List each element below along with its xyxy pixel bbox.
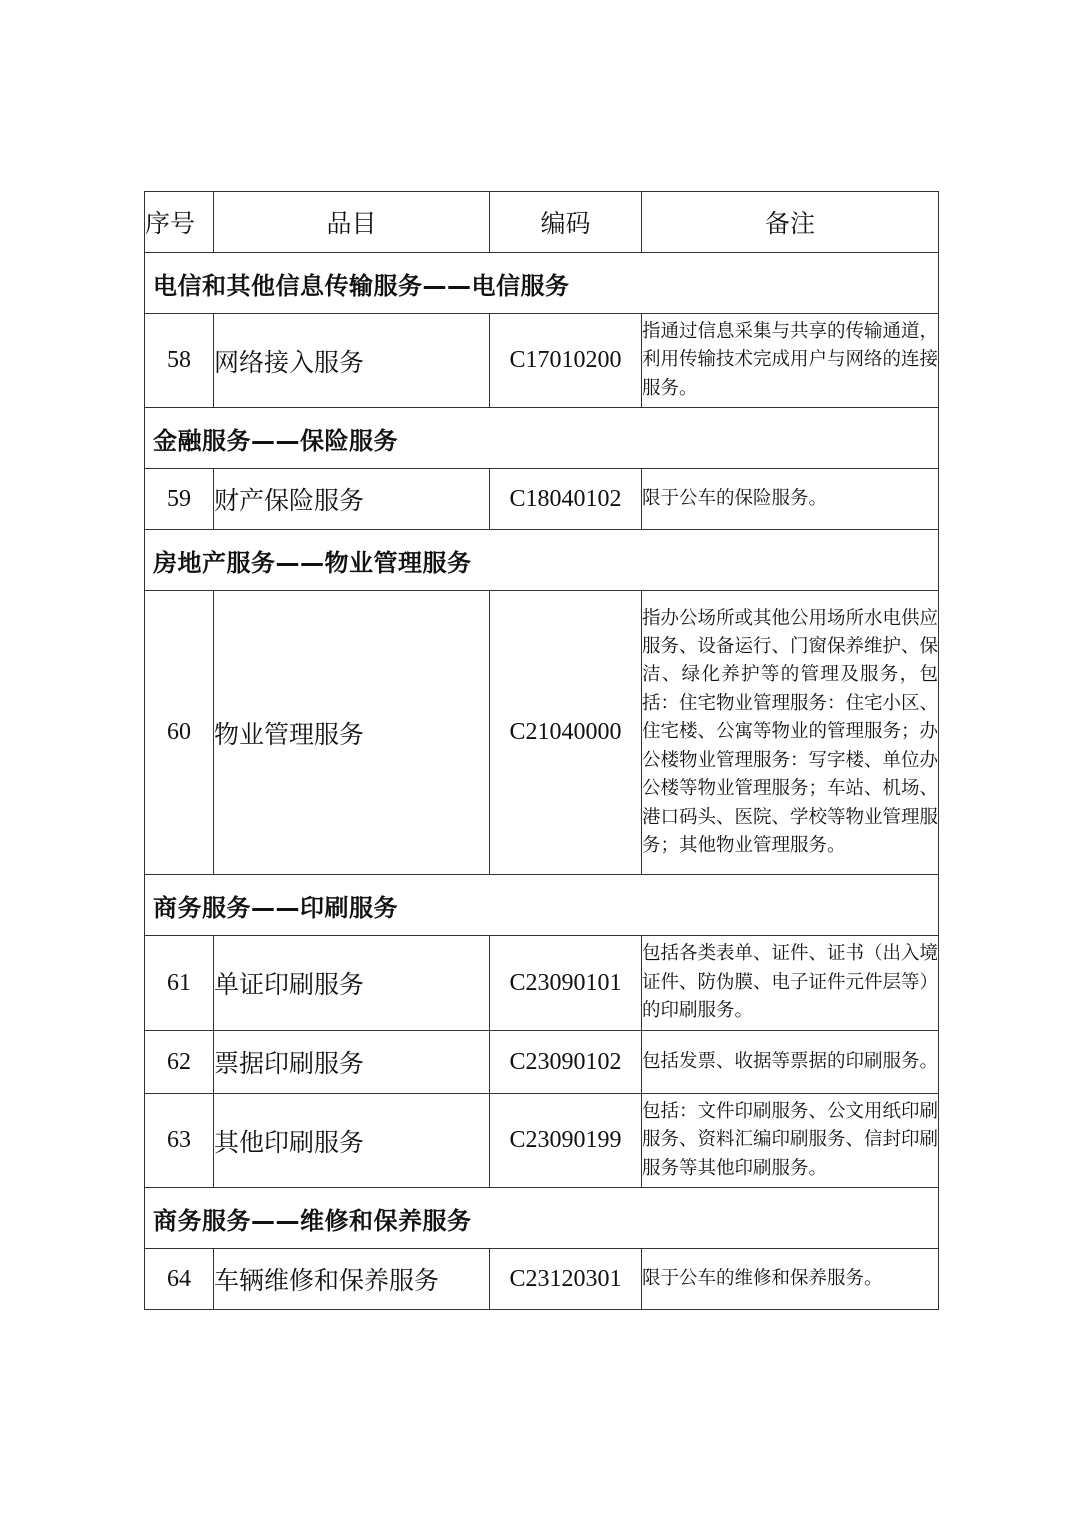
row-code: C23120301 (490, 1249, 642, 1310)
section-title: 商务服务——维修和保养服务 (145, 1188, 939, 1249)
table-row (145, 936, 939, 1031)
row-item: 车辆维修和保养服务 (214, 1249, 490, 1310)
header-note: 备注 (642, 192, 939, 253)
row-item: 物业管理服务 (214, 591, 490, 875)
section-title: 房地产服务——物业管理服务 (145, 530, 939, 591)
table-row (145, 1094, 939, 1188)
section-row (145, 875, 939, 936)
row-no: 61 (145, 936, 214, 1031)
table-row (145, 469, 939, 530)
row-item: 网络接入服务 (214, 314, 490, 408)
section-row (145, 1188, 939, 1249)
row-note: 包括发票、收据等票据的印刷服务。 (642, 1031, 939, 1094)
header-no: 序号 (145, 192, 214, 253)
row-code: C17010200 (490, 314, 642, 408)
row-no: 58 (145, 314, 214, 408)
table-row (145, 1249, 939, 1310)
table-row (145, 314, 939, 408)
table-header-row (145, 192, 939, 253)
row-no: 60 (145, 591, 214, 875)
section-row (145, 408, 939, 469)
row-note: 指办公场所或其他公用场所水电供应服务、设备运行、门窗保养维护、保洁、绿化养护等的管理及服务，包括：住宅物业管理服务：住宅小区、住宅楼、公寓等物业的管理服务；办公楼物业管理服务：写字楼、单位办公楼等物业管理服务；车站、机场、港口码头、医院、学校等物业管理服务；其他物业管理服务。 (642, 591, 939, 875)
row-no: 64 (145, 1249, 214, 1310)
row-code: C23090101 (490, 936, 642, 1031)
row-no: 62 (145, 1031, 214, 1094)
row-item: 其他印刷服务 (214, 1094, 490, 1188)
section-title: 商务服务——印刷服务 (145, 875, 939, 936)
row-code: C21040000 (490, 591, 642, 875)
header-code: 编码 (490, 192, 642, 253)
row-no: 59 (145, 469, 214, 530)
row-note: 包括：文件印刷服务、公文用纸印刷服务、资料汇编印刷服务、信封印刷服务等其他印刷服务。 (642, 1094, 939, 1188)
procurement-catalog-table (144, 191, 939, 1310)
header-item: 品目 (214, 192, 490, 253)
row-note: 指通过信息采集与共享的传输通道，利用传输技术完成用户与网络的连接服务。 (642, 314, 939, 408)
row-item: 财产保险服务 (214, 469, 490, 530)
row-item: 单证印刷服务 (214, 936, 490, 1031)
row-code: C23090102 (490, 1031, 642, 1094)
row-code: C18040102 (490, 469, 642, 530)
row-code: C23090199 (490, 1094, 642, 1188)
row-note: 限于公车的维修和保养服务。 (642, 1249, 939, 1310)
section-title: 金融服务——保险服务 (145, 408, 939, 469)
row-note: 包括各类表单、证件、证书（出入境证件、防伪膜、电子证件元件层等）的印刷服务。 (642, 936, 939, 1031)
row-note: 限于公车的保险服务。 (642, 469, 939, 530)
row-item: 票据印刷服务 (214, 1031, 490, 1094)
section-title: 电信和其他信息传输服务——电信服务 (145, 253, 939, 314)
section-row (145, 530, 939, 591)
table-row (145, 591, 939, 875)
row-no: 63 (145, 1094, 214, 1188)
table-row (145, 1031, 939, 1094)
section-row (145, 253, 939, 314)
